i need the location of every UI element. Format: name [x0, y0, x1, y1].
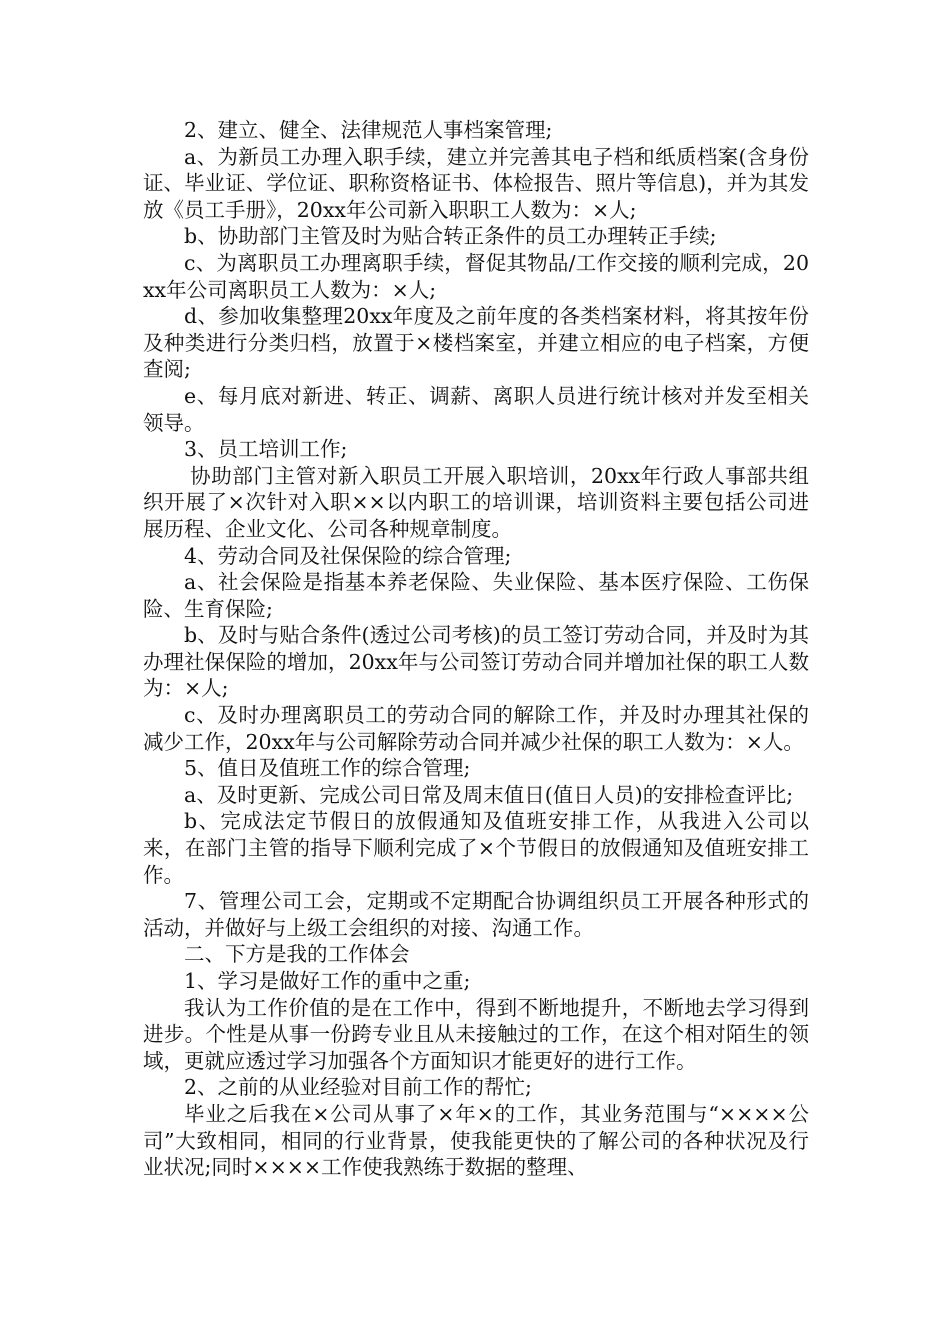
paragraph-resignation: c、为离职员工办理离职手续，督促其物品/工作交接的顺利完成，20xx年公司离职员工人数为：×人;	[143, 250, 809, 302]
paragraph-prior-experience: 毕业之后我在×公司从事了×年×的工作，其业务范围与“××××公司”大致相同，相同的行业背景，使我能更快的了解公司的各种状况及行业状况;同时××××工作使我熟练于数据的整理、	[143, 1101, 809, 1180]
section-heading-duty: 5、值日及值班工作的综合管理;	[184, 756, 471, 781]
section-heading-training: 3、员工培训工作;	[184, 437, 348, 462]
paragraph-contract-signing: b、及时与贴合条件(透过公司考核)的员工签订劳动合同，并及时为其办理社保保险的增加，20xx年与公司签订劳动合同并增加社保的职工人数为：×人;	[143, 623, 809, 701]
subheading-prior-experience: 2、之前的从业经验对目前工作的帮忙;	[184, 1075, 532, 1100]
paragraph-duty-schedule: a、及时更新、完成公司日常及周末值日(值日人员)的安排检查评比;	[184, 782, 794, 807]
document-page	[143, 117, 809, 1181]
paragraph-regularization: b、协助部门主管及时为贴合转正条件的员工办理转正手续;	[184, 224, 717, 249]
subheading-learning: 1、学习是做好工作的重中之重;	[184, 969, 471, 993]
section-heading-contracts: 4、劳动合同及社保保险的综合管理;	[184, 543, 512, 568]
section-heading-archive: 2、建立、健全、法律规范人事档案管理;	[184, 118, 553, 142]
paragraph-archiving: d、参加收集整理20xx年度及之前年度的各类档案材料，将其按年份及种类进行分类归档，放置于×楼档案室，并建立相应的电子档案，方便查阅;	[143, 304, 809, 382]
paragraph-onboarding: a、为新员工办理入职手续，建立并完善其电子档和纸质档案(含身份证、毕业证、学位证、职称资格证书、体检报告、照片等信息)，并为其发放《员工手册》，20xx年公司新入职职工人数为：×人;	[143, 144, 809, 222]
paragraph-monthly-stats: e、每月底对新进、转正、调薪、离职人员进行统计核对并发至相关领导。	[143, 383, 809, 435]
paragraph-social-insurance: a、社会保险是指基本养老保险、失业保险、基本医疗保险、工伤保险、生育保险;	[143, 570, 809, 621]
paragraph-training: 协助部门主管对新入职员工开展入职培训，20xx年行政人事部共组织开展了×次针对入职××以内职工的培训课，培训资料主要包括公司进展历程、企业文化、公司各种规章制度。	[143, 463, 809, 541]
paragraph-contract-termination: c、及时办理离职员工的劳动合同的解除工作，并及时办理其社保的减少工作，20xx年与公司解除劳动合同并减少社保的职工人数为：×人。	[143, 703, 809, 754]
paragraph-holiday-notice: b、完成法定节假日的放假通知及值班安排工作，从我进入公司以来，在部门主管的指导下顺利完成了×个节假日的放假通知及值班安排工作。	[143, 809, 809, 887]
paragraph-union: 7、管理公司工会，定期或不定期配合协调组织员工开展各种形式的活动，并做好与上级工会组织的对接、沟通工作。	[143, 889, 809, 940]
paragraph-learning: 我认为工作价值的是在工作中，得到不断地提升，不断地去学习得到进步。个性是从事一份跨专业且从未接触过的工作，在这个相对陌生的领域，更就应透过学习加强各个方面知识才能更好的进行工作。	[143, 995, 809, 1073]
section-heading-experience: 二、下方是我的工作体会	[184, 942, 410, 967]
